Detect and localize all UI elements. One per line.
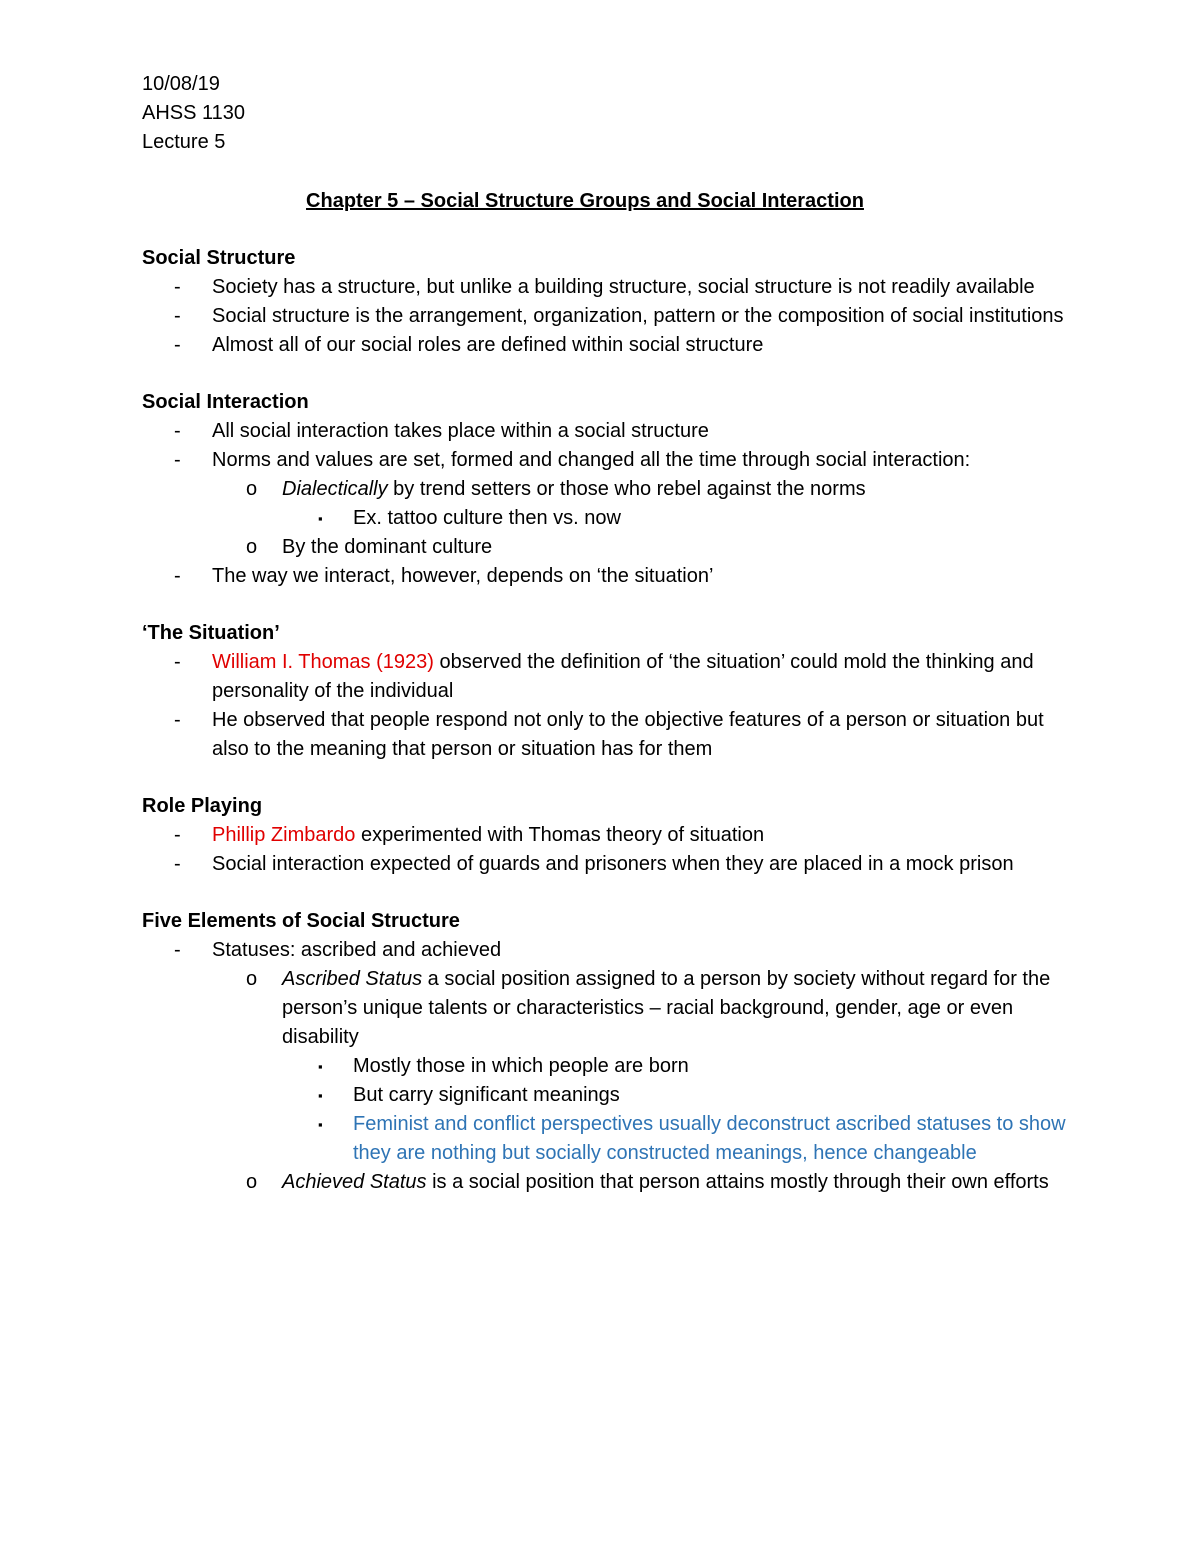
list-item — [142, 446, 1072, 475]
list-item — [142, 936, 1072, 965]
list-item-text: The way we interact, however, depends on ‘the situation’ — [212, 565, 714, 587]
document-content — [142, 70, 1072, 1197]
dash-bullet: - — [174, 420, 181, 442]
dash-bullet: - — [174, 709, 181, 731]
sub-list-item — [142, 475, 1072, 504]
section-the-situation — [142, 619, 1072, 764]
sub-list-item-text: by trend setters or those who rebel against the norms — [387, 478, 866, 500]
sub-list-item-text: a social position assigned to a person by society without regard for the person’s unique talents or characteristics – racial background, gender, age or even disability — [282, 968, 1051, 1048]
dash-bullet: - — [174, 651, 181, 673]
circle-bullet: o — [246, 968, 258, 990]
italic-term: Ascribed Status — [282, 968, 423, 990]
list-item-text: Social structure is the arrangement, organization, pattern or the composition of social institutions — [212, 305, 1064, 327]
section-heading: Five Elements of Social Structure — [142, 910, 460, 932]
section-social-structure — [142, 244, 1072, 360]
highlighted-name: William I. Thomas (1923) — [212, 651, 434, 673]
course-line: AHSS 1130 — [142, 102, 246, 124]
square-bullet: ▪ — [318, 1088, 323, 1103]
italic-term: Achieved Status — [282, 1171, 427, 1193]
list-item — [142, 273, 1072, 302]
dash-bullet: - — [174, 824, 181, 846]
sub-sub-list-item — [142, 1081, 1072, 1110]
date-line: 10/08/19 — [142, 73, 220, 95]
list-item-text: experimented with Thomas theory of situation — [355, 824, 765, 846]
dash-bullet: - — [174, 276, 181, 298]
section-social-interaction — [142, 388, 1072, 591]
section-heading: Role Playing — [142, 795, 263, 817]
section-heading: Social Interaction — [142, 391, 309, 413]
square-bullet: ▪ — [318, 1117, 323, 1132]
list-item — [142, 417, 1072, 446]
highlighted-note: Feminist and conflict perspectives usually deconstruct ascribed statuses to show they are nothing but socially constructed meanings, hence changeable — [353, 1113, 1066, 1164]
highlighted-name: Phillip Zimbardo — [212, 824, 356, 846]
square-bullet: ▪ — [318, 511, 323, 526]
list-item — [142, 850, 1072, 879]
dash-bullet: - — [174, 853, 181, 875]
dash-bullet: - — [174, 334, 181, 356]
circle-bullet: o — [246, 1171, 258, 1193]
list-item-text: He observed that people respond not only to the objective features of a person or situation but also to the meaning that person or situation has for them — [212, 709, 1044, 760]
sub-list-item-text: is a social position that person attains mostly through their own efforts — [426, 1171, 1049, 1193]
dash-bullet: - — [174, 305, 181, 327]
list-item — [142, 562, 1072, 591]
list-item — [142, 706, 1072, 764]
sub-list-item — [142, 533, 1072, 562]
dash-bullet: - — [174, 939, 181, 961]
section-heading: Social Structure — [142, 247, 296, 269]
dash-bullet: - — [174, 565, 181, 587]
section-five-elements — [142, 907, 1072, 1197]
lecture-line: Lecture 5 — [142, 131, 226, 153]
list-item-text: Almost all of our social roles are defined within social structure — [212, 334, 764, 356]
list-item-text: Society has a structure, but unlike a building structure, social structure is not readily available — [212, 276, 1035, 298]
list-item — [142, 302, 1072, 331]
italic-term: Dialectically — [282, 478, 388, 500]
circle-bullet: o — [246, 478, 258, 500]
section-role-playing — [142, 792, 1072, 879]
sub-sub-list-item — [142, 504, 1072, 533]
sub-sub-list-item-text: But carry significant meanings — [353, 1084, 620, 1106]
list-item — [142, 331, 1072, 360]
list-item — [142, 821, 1072, 850]
dash-bullet: - — [174, 449, 181, 471]
sub-sub-list-item-text: Mostly those in which people are born — [353, 1055, 689, 1077]
sub-list-item — [142, 965, 1072, 1052]
square-bullet: ▪ — [318, 1059, 323, 1074]
section-heading: ‘The Situation’ — [142, 622, 280, 644]
list-item-text: All social interaction takes place within a social structure — [212, 420, 709, 442]
list-item-text: Social interaction expected of guards and prisoners when they are placed in a mock prison — [212, 853, 1014, 875]
list-item — [142, 648, 1072, 706]
list-item-text: observed the definition of ‘the situation’ could mold the thinking and personality of the individual — [212, 651, 1034, 702]
sub-sub-list-item — [142, 1110, 1072, 1168]
list-item-text: Statuses: ascribed and achieved — [212, 939, 502, 961]
sub-list-item — [142, 1168, 1072, 1197]
sub-list-item-text: By the dominant culture — [282, 536, 493, 558]
sub-sub-list-item — [142, 1052, 1072, 1081]
sub-sub-list-item-text: Ex. tattoo culture then vs. now — [353, 507, 621, 529]
list-item-text: Norms and values are set, formed and changed all the time through social interaction: — [212, 449, 971, 471]
circle-bullet: o — [246, 536, 258, 558]
chapter-title: Chapter 5 – Social Structure Groups and Social Interaction — [306, 190, 864, 212]
